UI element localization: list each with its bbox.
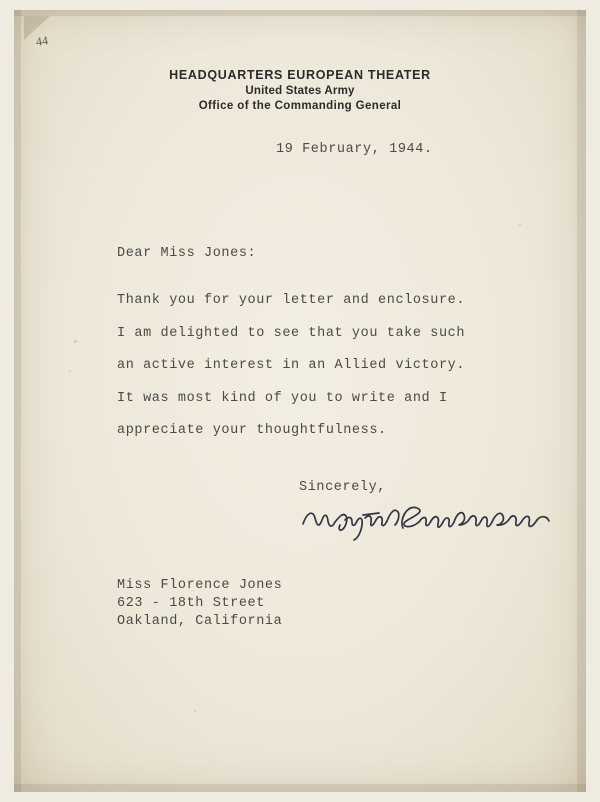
body-line: I am delighted to see that you take such <box>117 325 466 341</box>
letter-closing: Sincerely, <box>299 480 387 495</box>
letter-body <box>117 293 537 456</box>
addressee-line: Miss Florence Jones <box>117 578 283 593</box>
letterhead-line-2: United States Army <box>245 85 355 97</box>
body-line: It was most kind of you to write and I <box>117 390 448 406</box>
document-content <box>14 10 586 792</box>
addressee-line: Oakland, California <box>117 614 283 629</box>
letter-date: 19 February, 1944. <box>276 142 433 157</box>
addressee-block <box>117 578 282 632</box>
paper-sheet <box>14 10 586 792</box>
letterhead-line-1: HEADQUARTERS EUROPEAN THEATER <box>169 68 431 82</box>
corner-annotation-text: 44 <box>35 33 49 49</box>
body-line: appreciate your thoughtfulness. <box>117 423 387 438</box>
letterhead <box>14 68 586 112</box>
body-line: an active interest in an Allied victory. <box>117 358 466 373</box>
letter-salutation: Dear Miss Jones: <box>117 246 257 261</box>
addressee-line: 623 - 18th Street <box>117 596 265 611</box>
body-line: Thank you for your letter and enclosure. <box>117 293 466 308</box>
signature <box>299 498 559 544</box>
letterhead-line-3: Office of the Commanding General <box>198 100 402 112</box>
